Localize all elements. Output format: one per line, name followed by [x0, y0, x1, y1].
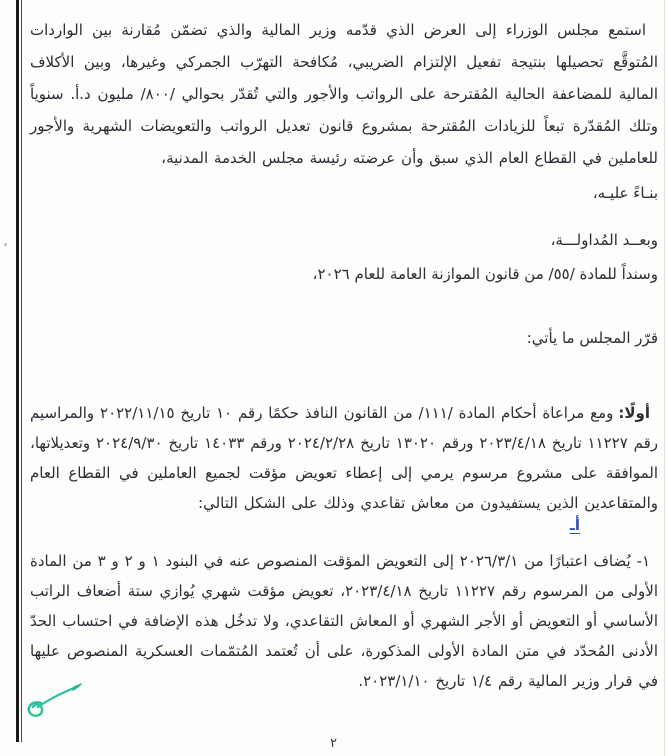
page-number: ٢	[330, 736, 337, 751]
signature-scribble	[24, 678, 88, 724]
first-item-label: أولًا:	[618, 404, 651, 422]
phrase-after-deliberation: وبعــد المُداولـــة،	[550, 231, 658, 249]
sub-item-a	[570, 514, 580, 536]
first-item-text: ومع مراعاة أحكام المادة /١١١/ من القانون النافذ حكمًا رقم ١٠ تاريخ ٢٠٢٢/١١/١٥ والمراسيم رقم ١١٢٢٧ تاريخ ٢٠٢٣/٤/١٨ ورقم ١٣٠٢٠ تاريخ ٢٠٢٤/٢/٢٨ ورقم ١٤٠٣٣ تاريخ ٢٠٢٤/٩/٣٠ وتعديلاتها، الموافقة على مشروع مرسوم يرمي إلى إعطاء تعويض مؤقت لجميع العاملين في القطاع العام والمتقاعدين الذين يستفيدون من معاش تقاعدي وذلك على الشكل التالي:	[30, 404, 659, 512]
scan-artifact-dot	[4, 243, 7, 246]
phrase-based-on: بنـاءً عليـه،	[592, 184, 658, 202]
intro-paragraph: استمع مجلس الوزراء إلى العرض الذي قدّمه وزير المالية والذي تضمّن مُقارنة بين الواردات المُتوقَّع تحصيلها بنتيجة تفعيل الإلتزام الضريبي، مُكافحة التهرّب الجمركي وغيرها، وبين الأكلاف المالية للمضاعفة الحالية المُقترحة على الرواتب والأجور والتي تُقدّر بحوالي /٨٠٠/ مليون د.أ. سنوياً وتلك المُقدّرة تبعاً للزيادات المُقترحة بمشروع قانون تعديل الرواتب والتعويضات الشهرية والأجور للعاملين في القطاع العام الذي سبق وأن عرضته رئيسة مجلس الخدمة المدنية،	[30, 21, 659, 167]
sub-item-a-label: أـ	[569, 516, 580, 534]
decision-lead: قرّر المجلس ما يأتي:	[526, 329, 658, 347]
left-border-thin-line	[21, 0, 22, 742]
first-item-paragraph	[30, 398, 658, 518]
clause-one-paragraph: ١- يُضاف اعتبارًا من ٢٠٢٦/٣/١ إلى التعويض المؤقت المنصوص عنه في البنود ١ و ٢ و ٣ من المادة الأولى من المرسوم رقم ١١٢٢٧ تاريخ ٢٠٢٣/٤/١٨، تعويض مؤقت شهري يُوازي ستة أضعاف الراتب الأساسي أو التعويض أو الأجر الشهري أو المعاش التقاعدي، ولا تدخُل هذه الإضافة في احتساب الحدّ الأدنى المُحدّد في متن المادة الأولى المذكورة، على أن تُعتمد المُتمّمات العسكرية المنصوص عليها في قرار وزير المالية رقم ١/٤ تاريخ ٢٠٢٣/١/١٠.	[30, 552, 658, 690]
right-scan-edge	[664, 0, 665, 756]
phrase-pursuant-article: وسنداً للمادة /٥٥/ من قانون الموازنة العامة للعام ٢٠٢٦،	[312, 265, 658, 283]
left-border-line	[16, 0, 19, 742]
